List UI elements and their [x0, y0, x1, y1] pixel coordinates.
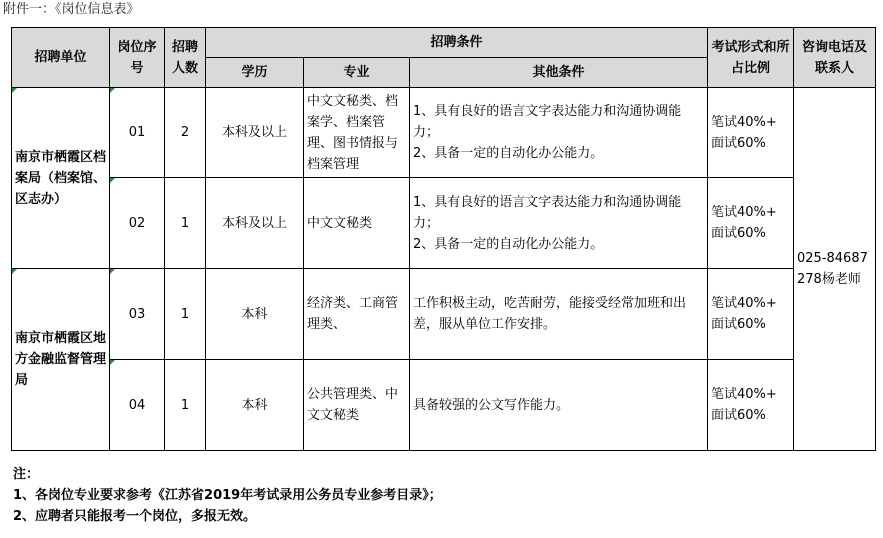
- headcount-cell: 1: [165, 178, 206, 269]
- note-item: 2、应聘者只能报考一个岗位，多报无效。: [13, 509, 257, 524]
- major-cell: 中文文秘类、档案学、档案管理、图书情报与档案管理: [304, 88, 410, 178]
- contact-cell: 025-84687278杨老师: [794, 88, 876, 451]
- exam-cell: [708, 178, 794, 269]
- headcount-cell: 2: [165, 88, 206, 178]
- header-contact: 咨询电话及联系人: [794, 28, 876, 88]
- unit-cell: 南京市栖霞区档案局（档案馆、区志办）: [12, 88, 110, 269]
- notes-title: 注：: [13, 467, 40, 482]
- headcount-cell: 1: [165, 360, 206, 451]
- exam-interview: 面试60%: [711, 135, 766, 151]
- table-row: [12, 269, 876, 360]
- unit-cell: 南京市栖霞区地方金融监督管理局: [12, 269, 110, 451]
- table-row: [12, 360, 876, 451]
- post-no-cell: 01: [110, 88, 165, 178]
- exam-written: 笔试40%+: [711, 205, 777, 220]
- education-cell: 本科: [206, 269, 304, 360]
- condition-line: 具备较强的公文写作能力。: [413, 397, 570, 413]
- exam-cell: [708, 269, 794, 360]
- header-exam: 考试形式和所占比例: [708, 28, 794, 88]
- condition-line: 工作积极主动，吃苦耐劳，能接受经常加班和出差，服从单位工作安排。: [413, 296, 687, 332]
- notes-block: [13, 464, 442, 527]
- exam-interview: 面试60%: [711, 317, 766, 332]
- exam-written: 笔试40%+: [711, 387, 777, 402]
- note-item: 1、各岗位专业要求参考《江苏省2019年考试录用公务员专业参考目录》；: [13, 488, 442, 503]
- header-headcount: 招聘人数: [165, 28, 206, 88]
- attachment-caption: 附件一：《岗位信息表》: [3, 2, 140, 17]
- exam-interview: 面试60%: [711, 408, 766, 423]
- header-conditions: 招聘条件: [206, 28, 708, 58]
- post-info-table: [11, 27, 876, 451]
- post-no-cell: 04: [110, 360, 165, 451]
- other-conditions-cell: [410, 360, 708, 451]
- education-cell: 本科及以上: [206, 178, 304, 269]
- major-cell: 经济类、工商管理类、: [304, 269, 410, 360]
- header-education: 学历: [206, 58, 304, 88]
- header-major: 专业: [304, 58, 410, 88]
- condition-line: 2、具备一定的自动化办公能力。: [413, 236, 604, 252]
- header-unit: 招聘单位: [12, 28, 110, 88]
- post-no-cell: 02: [110, 178, 165, 269]
- exam-cell: [708, 360, 794, 451]
- exam-cell: [708, 88, 794, 178]
- education-cell: 本科: [206, 360, 304, 451]
- header-post-no: 岗位序号: [110, 28, 165, 88]
- table-row: [12, 88, 876, 178]
- exam-interview: 面试60%: [711, 226, 766, 241]
- major-cell: 公共管理类、中文文秘类: [304, 360, 410, 451]
- other-conditions-cell: [410, 88, 708, 178]
- table-row: [12, 178, 876, 269]
- headcount-cell: 1: [165, 269, 206, 360]
- other-conditions-cell: [410, 269, 708, 360]
- other-conditions-cell: [410, 178, 708, 269]
- condition-line: 1、具有良好的语言文字表达能力和沟通协调能力；: [413, 104, 682, 140]
- condition-line: 2、具备一定的自动化办公能力。: [413, 146, 604, 161]
- exam-written: 笔试40%+: [711, 296, 777, 311]
- education-cell: 本科及以上: [206, 88, 304, 178]
- post-no-cell: 03: [110, 269, 165, 360]
- major-cell: 中文文秘类: [304, 178, 410, 269]
- condition-line: 1、具有良好的语言文字表达能力和沟通协调能力；: [413, 194, 682, 231]
- header-other: 其他条件: [410, 58, 708, 88]
- exam-written: 笔试40%+: [711, 114, 777, 130]
